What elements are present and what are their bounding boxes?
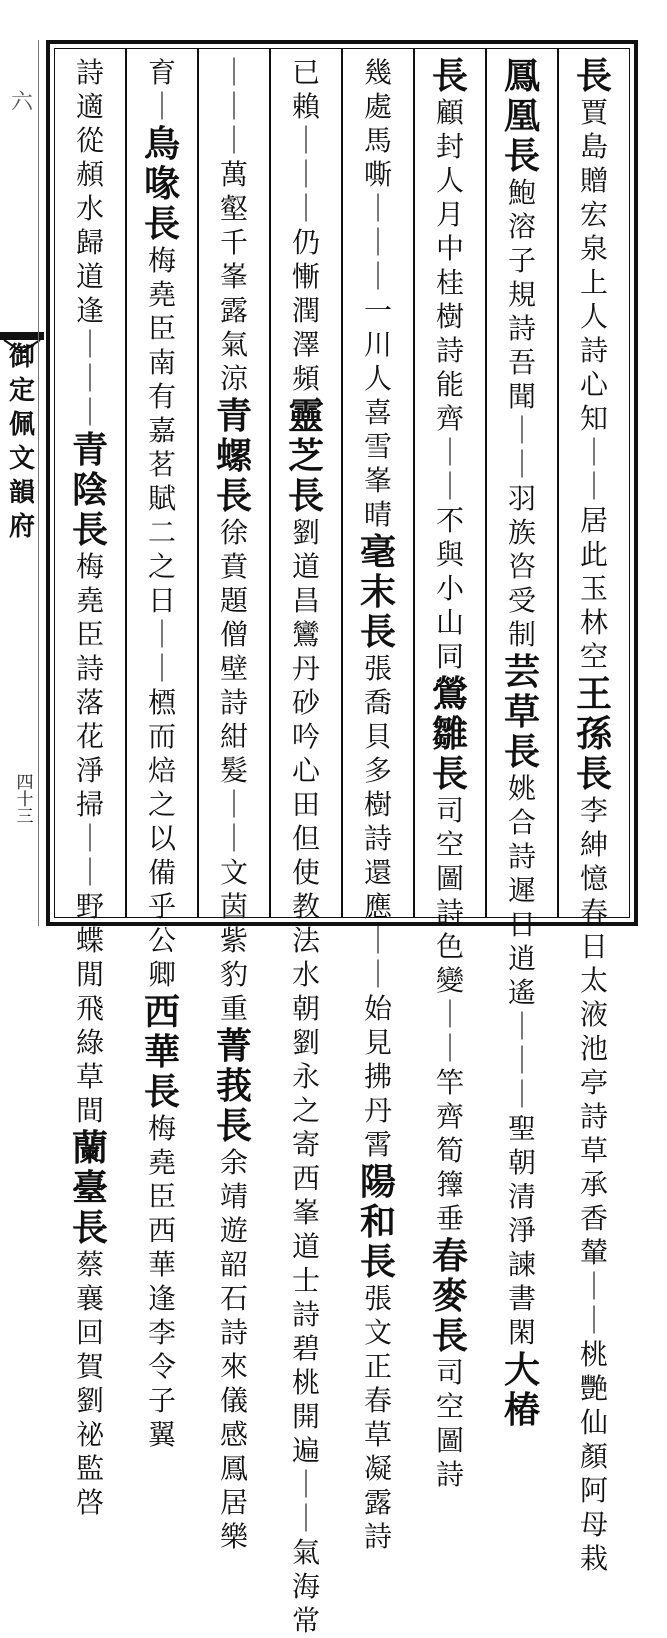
margin-rule	[38, 40, 39, 926]
citation-text: 蔡 襄 回 賀	[75, 1248, 104, 1383]
citation-text: 一 川 人 喜 雪 峯 晴	[363, 294, 392, 531]
citation-text: 教 法 水 朝 劉 永 之 寄 西 峯 道 士 詩 碧 桃 開 遍	[291, 890, 320, 1467]
citation-text: 已 賴 ｜ ｜ ｜	[291, 56, 320, 225]
headword: 長	[431, 55, 468, 97]
citation-text: ｜ 聖 朝 清 淨 諫 書 閑	[507, 1078, 536, 1349]
citation-text: 劉 祕 監 啓	[75, 1384, 104, 1519]
headword: 王 孫 長	[575, 673, 612, 795]
text-column	[136, 56, 188, 1451]
citation-text: 張 文 正 春	[363, 1282, 392, 1417]
citation-text: 劉 道 昌 鸞 丹 砂 吟 心 田 但 使	[291, 516, 320, 889]
headword: 陽 和 長	[359, 1161, 396, 1283]
citation-text: 仍 慚 潤 澤 頻	[291, 226, 320, 395]
column-divider	[125, 48, 127, 918]
citation-text: 司 空	[435, 1356, 464, 1423]
citation-text: 李 紳 憶 春 日 太 液 池 亭 詩 草 承	[579, 794, 608, 1201]
headword: 鳳 凰 長	[503, 55, 540, 177]
column-divider	[557, 48, 559, 918]
citation-text: ｜ ｜ 氣 海 常	[291, 1468, 320, 1637]
headword: 青 陰 長	[71, 429, 108, 551]
text-column	[496, 55, 548, 1431]
citation-text: 徐 賁 題 僧 壁 詩 紺 髮	[219, 516, 248, 787]
citation-text: 草 凝 露 詩	[363, 1418, 392, 1553]
text-column	[64, 56, 116, 1519]
book-title: 御 定 佩 文 韻 府	[8, 342, 35, 542]
column-divider	[197, 48, 199, 918]
citation-text: ｜ ｜ 文 茵 紫 豹 重	[219, 788, 248, 1025]
citation-text: 香 輦 ｜ ｜ 桃 艷 仙 顏 阿 母 栽	[579, 1202, 608, 1575]
headword: 長	[575, 55, 612, 97]
citation-text: 顧 封 人 月 中 桂 樹 詩 能	[435, 96, 464, 401]
citation-text: 姚 合 詩 遲 日 逍 遙 ｜ ｜	[507, 772, 536, 1077]
citation-text: 來 儀 感 鳳 居 樂	[219, 1350, 248, 1553]
citation-text: ｜ 羽 族 咨 受 制	[507, 448, 536, 651]
page-number: 四 十 三	[16, 773, 34, 827]
citation-text: 梅 堯 臣 南 有 嘉 茗 賦 二 之 日	[147, 244, 176, 617]
column-divider	[485, 48, 487, 918]
citation-text: 育 ｜	[147, 56, 176, 123]
text-column	[568, 55, 620, 1575]
headword: 西 華 長	[143, 991, 180, 1113]
text-column	[352, 56, 404, 1553]
citation-text: 余 靖 遊 韶 石 詩	[219, 1146, 248, 1349]
citation-text: 賈 島 贈 宏 泉 上 人 詩 心	[579, 96, 608, 401]
citation-text: 梅 堯 臣 西 華	[147, 1112, 176, 1281]
column-divider	[413, 48, 415, 918]
citation-text: 知 ｜ ｜ 居 此 玉 林 空	[579, 402, 608, 673]
citation-text: ｜ ｜ 槱 而 焙 之 以 備 乎 公 卿	[147, 618, 176, 991]
text-column	[208, 56, 260, 1553]
headword: 芸 草 長	[503, 651, 540, 773]
column-divider	[341, 48, 343, 918]
headword: 大 椿	[503, 1349, 540, 1431]
citation-text: ｜ ｜ ｜ 萬 壑	[219, 56, 248, 225]
citation-text: 司 空 圖 詩 色 變 ｜	[435, 794, 464, 1031]
headword: 菁 莪 長	[215, 1025, 252, 1147]
headword: 青 螺 長	[215, 395, 252, 517]
citation-text: 千 峯 露 氣 涼	[219, 226, 248, 395]
citation-text: 鮑 溶 子 規 詩 吾 聞 ｜	[507, 176, 536, 447]
headword: 靈 芝 長	[287, 395, 324, 517]
citation-text: 圖 詩	[435, 1424, 464, 1491]
headword: 鶯 雛 長	[431, 673, 468, 795]
citation-text: 齊 ｜ ｜ 不 與 小 山 同	[435, 402, 464, 673]
headword: 春 麥 長	[431, 1235, 468, 1357]
text-column	[280, 56, 332, 1637]
margin-header-text: 六	[10, 90, 33, 115]
citation-text: 梅 堯 臣 詩 落 花 淨 掃 ｜	[75, 550, 104, 855]
citation-text: ｜ ｜ 始 見 拂 丹 霄	[363, 924, 392, 1161]
headword: 鳥 喙 長	[143, 123, 180, 245]
citation-text: 張 喬 貝 多 樹 詩 還 應	[363, 652, 392, 923]
column-divider	[269, 48, 271, 918]
citation-text: ｜ 野 蝶 閒 飛 綠 草 間	[75, 856, 104, 1127]
citation-text: ｜ 竿 齊 筍 籜 垂	[435, 1032, 464, 1235]
citation-text: 逢 李 令 子 翼	[147, 1282, 176, 1451]
citation-text: 幾 處 馬 嘶 ｜ ｜ ｜	[363, 56, 392, 293]
text-column	[424, 55, 476, 1491]
headword: 毫 末 長	[359, 531, 396, 653]
headword: 蘭 臺 長	[71, 1127, 108, 1249]
citation-text: 道 逢 ｜ ｜ ｜	[75, 260, 104, 429]
citation-text: 詩 適 從 頳 水 歸	[75, 56, 104, 259]
